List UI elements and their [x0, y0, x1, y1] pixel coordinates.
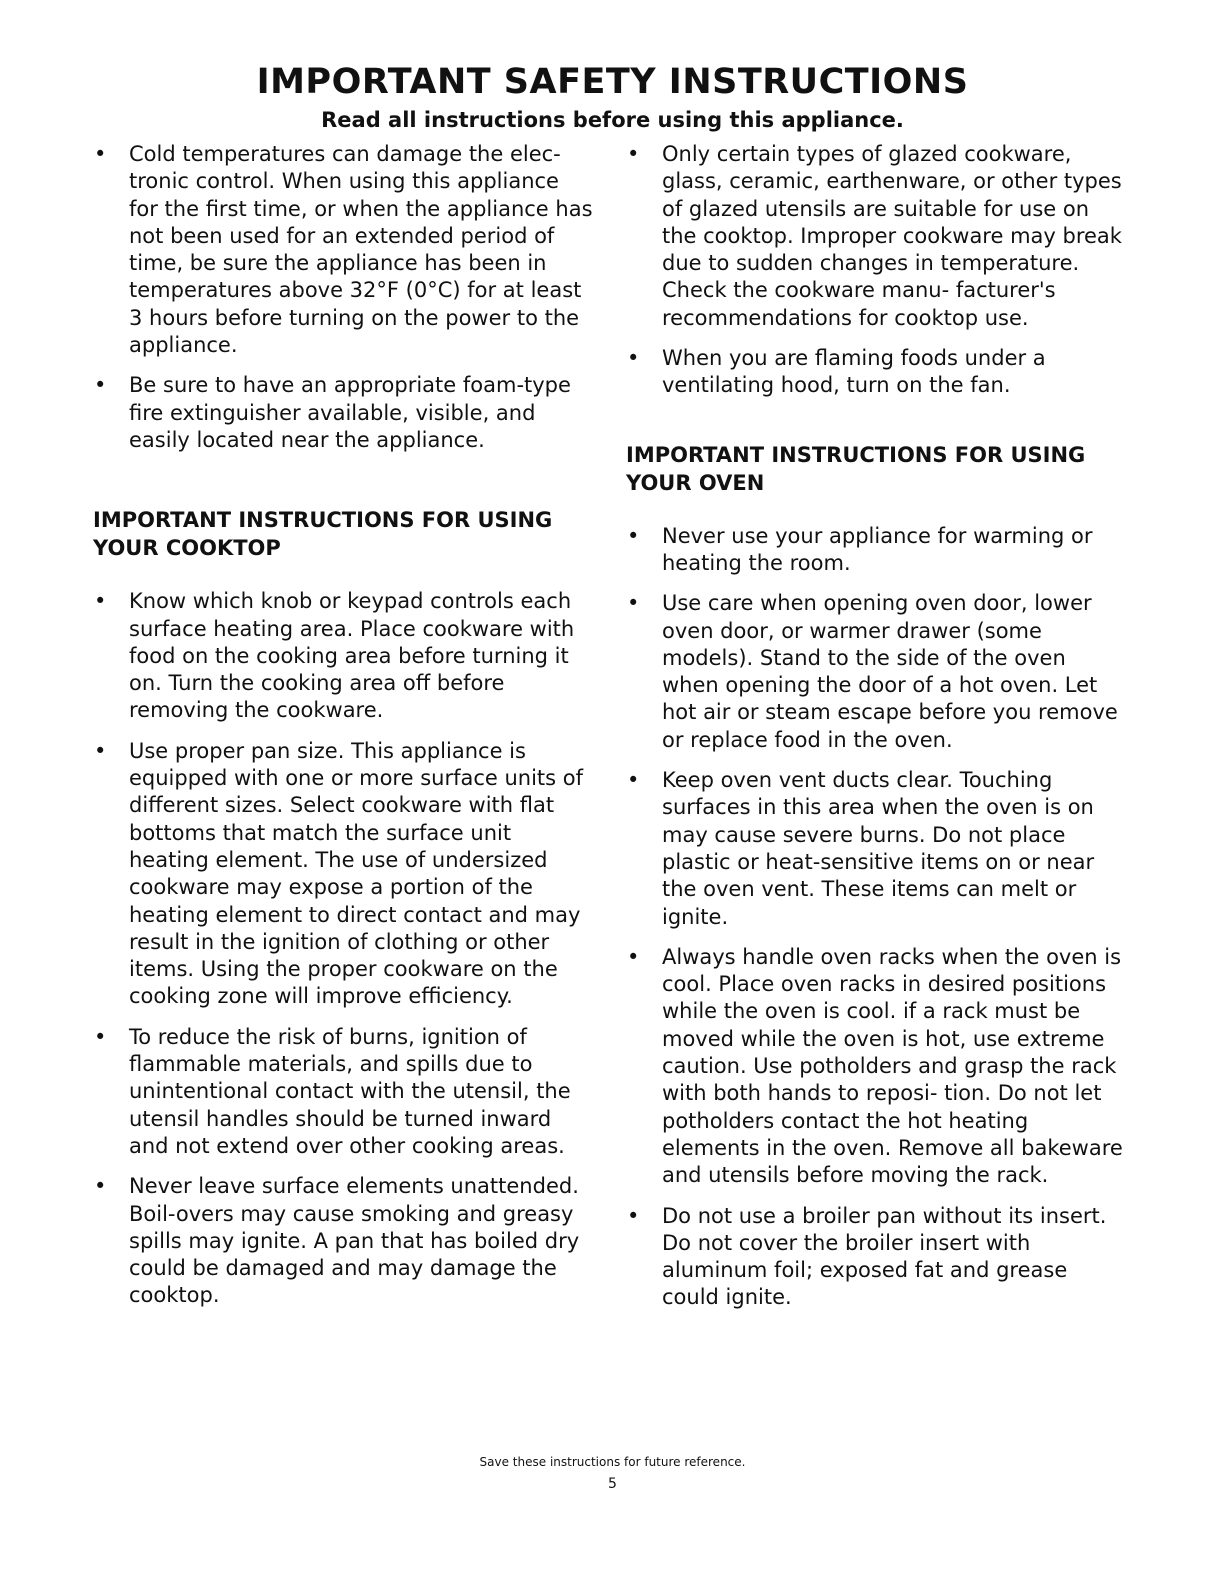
- list-item: [93, 372, 593, 454]
- list-item: [626, 944, 1126, 1190]
- oven-section-heading: IMPORTANT INSTRUCTIONS FOR USING YOUR OVEN: [626, 442, 1086, 495]
- left-column: [93, 141, 593, 1323]
- item-text: Always handle oven racks when the oven is cool. Place oven racks in desired positions while the oven is cool. if a rack must be moved while the oven is hot, use extreme caution. Use potholders and grasp the rack with both hands to reposi- tion. Do not let potholders contact the hot heating elements in the oven. Remove all bakeware and utensils before moving the rack.: [662, 944, 1123, 1188]
- list-item: [93, 588, 593, 724]
- bullet-icon: •: [627, 768, 640, 793]
- list-item: [626, 141, 1126, 332]
- bullet-icon: •: [94, 1174, 107, 1199]
- item-text: Be sure to have an appropriate foam-type fire extinguisher available, visible, and easily located near the appliance.: [129, 373, 571, 452]
- bullet-icon: •: [627, 523, 640, 548]
- bullet-icon: •: [94, 1024, 107, 1049]
- list-item: [93, 1173, 593, 1309]
- cooktop-section-heading: IMPORTANT INSTRUCTIONS FOR USING YOUR COOKTOP: [93, 508, 553, 561]
- item-text: Cold temperatures can damage the elec- tronic control. When using this appliance for the first time, or when the appliance has not been used for an extended period of time, be sure the appliance has been in temperatures above 32°F (0°C) for at least 3 hours before turning on the power to the appliance.: [129, 142, 593, 358]
- bullet-icon: •: [94, 142, 107, 166]
- page-title: IMPORTANT SAFETY INSTRUCTIONS: [256, 62, 969, 102]
- cookware-safety-list: [626, 141, 1126, 400]
- bullet-icon: •: [94, 589, 107, 614]
- item-text: Use proper pan size. This appliance is equipped with one or more surface units of different sizes. Select cookware with flat bottoms that match the surface unit heating element. The use of undersized cookware may expose a portion of the heating element to direct contact and may result in the ignition of clothing or other items. Using the proper cookware on the cooking zone will improve efficiency.: [129, 738, 584, 1009]
- cooktop-instructions-list: [93, 588, 593, 1309]
- list-item: [93, 1024, 593, 1160]
- item-text: Only certain types of glazed cookware, glass, ceramic, earthenware, or other types of glazed utensils are suitable for use on the cooktop. Improper cookware may break due to sudden changes in temperature. Check the cookware manu- facturer's recommendations for cooktop use.: [662, 142, 1122, 330]
- item-text: Know which knob or keypad controls each surface heating area. Place cookware with food on the cooking area before turning it on. Turn the cooking area off before removing the cookware.: [129, 589, 575, 723]
- footer-note: Save these instructions for future reference.: [479, 1455, 746, 1469]
- list-item: [626, 1203, 1126, 1312]
- bullet-icon: •: [627, 591, 640, 616]
- right-column: [626, 141, 1126, 1325]
- list-item: [626, 345, 1126, 400]
- page-number: 5: [608, 1476, 617, 1492]
- list-item: [93, 738, 593, 1011]
- bullet-icon: •: [627, 944, 640, 969]
- bullet-icon: •: [94, 738, 107, 763]
- bullet-icon: •: [627, 142, 640, 166]
- page-subtitle: Read all instructions before using this appliance.: [321, 108, 904, 132]
- item-text: To reduce the risk of burns, ignition of flammable materials, and spills due to unintentional contact with the utensil, the utensil handles should be turned inward and not extend over other cooking areas.: [129, 1024, 571, 1158]
- item-text: Keep oven vent ducts clear. Touching surfaces in this area when the oven is on may cause severe burns. Do not place plastic or heat-sensitive items on or near the oven vent. These items can melt or ignite.: [662, 768, 1095, 929]
- bullet-icon: •: [94, 373, 107, 398]
- item-text: Never use your appliance for warming or heating the room.: [662, 523, 1093, 575]
- list-item: [626, 523, 1126, 578]
- oven-instructions-list: [626, 523, 1126, 1312]
- item-text: When you are flaming foods under a ventilating hood, turn on the fan.: [662, 346, 1046, 398]
- bullet-icon: •: [627, 1203, 640, 1228]
- item-text: Do not use a broiler pan without its insert. Do not cover the broiler insert with aluminum foil; exposed fat and grease could ignite.: [662, 1203, 1107, 1310]
- item-text: Use care when opening oven door, lower oven door, or warmer drawer (some models). Stand to the side of the oven when opening the door of a hot oven. Let hot air or steam escape before you remove or replace food in the oven.: [662, 591, 1118, 752]
- bullet-icon: •: [627, 346, 640, 371]
- list-item: [93, 141, 593, 359]
- list-item: [626, 590, 1126, 754]
- list-item: [626, 767, 1126, 931]
- item-text: Never leave surface elements unattended. Boil-overs may cause smoking and greasy spills may ignite. A pan that has boiled dry could be damaged and may damage the cooktop.: [129, 1174, 580, 1308]
- general-safety-list: [93, 141, 593, 454]
